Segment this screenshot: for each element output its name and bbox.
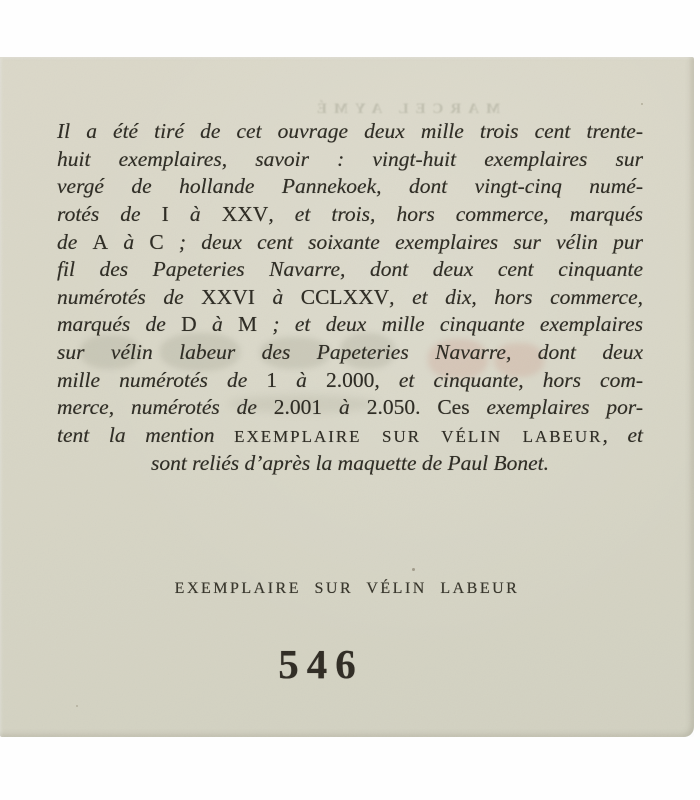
text-segment-r: 1	[266, 367, 278, 392]
paper-page	[0, 57, 694, 737]
text-segment-r: D	[181, 312, 197, 337]
text-segment-i: , et dix, hors commerce,	[389, 284, 644, 309]
text-segment-i: huit exemplaires, savoir : vingt-huit exemplaires sur	[57, 146, 643, 171]
text-segment-i: vergé de hollande Pannekoek, dont vingt-cinq numé-	[57, 174, 643, 199]
text-segment-i: sont reliés d’après la maquette de Paul Bonet.	[150, 450, 550, 475]
colophon-line-7	[57, 284, 643, 312]
text-segment-i: tent la mention	[57, 423, 235, 448]
text-segment-r: M	[238, 312, 258, 337]
text-segment-i: Il a été tiré de cet ouvrage deux mille trois cent trente-	[57, 119, 643, 143]
colophon-line-4	[57, 201, 643, 229]
designation-label: EXEMPLAIRE SUR VÉLIN LABEUR	[174, 580, 520, 597]
text-segment-i: à	[196, 312, 239, 337]
text-segment-r: CCLXXV	[300, 284, 390, 309]
text-segment-r: 2.000	[326, 367, 375, 392]
text-segment-i: ; deux cent soixante exemplaires sur vélin pur	[163, 229, 644, 254]
text-segment-i: à	[108, 229, 150, 254]
colophon-line-11	[57, 394, 643, 422]
text-segment-i: exemplaires por-	[469, 395, 644, 420]
text-segment-i: sur vélin labeur des Papeteries Navarre, dont deux	[57, 340, 643, 365]
text-segment-sc: EXEMPLAIRE SUR VÉLIN LABEUR	[234, 427, 603, 447]
colophon-line-1	[57, 118, 643, 146]
colophon-line-3	[57, 173, 643, 201]
text-segment-i: numérotés de	[57, 284, 202, 309]
colophon-line-6	[57, 256, 643, 284]
text-segment-r: I	[161, 201, 169, 226]
paper-speck	[641, 103, 643, 105]
text-segment-r: XXV	[221, 201, 269, 226]
text-segment-i: rotés de	[57, 201, 162, 226]
text-segment-i: , et trois, hors commerce, marqués	[268, 201, 644, 226]
text-segment-i: à	[254, 284, 301, 309]
text-segment-i: , et	[602, 423, 643, 448]
text-segment-i: à	[168, 201, 222, 226]
colophon-line-5	[57, 229, 643, 257]
text-segment-r: 2.001	[273, 395, 323, 420]
text-segment-r: C	[149, 229, 164, 254]
text-segment-i: à	[322, 395, 367, 420]
colophon-line-13	[57, 450, 643, 478]
copy-number: 546	[278, 641, 364, 687]
text-segment-r: A	[92, 229, 109, 254]
text-segment-r: XXVI	[201, 284, 255, 309]
text-segment-r: 2.050. Ces	[366, 395, 470, 420]
paper-speck	[76, 705, 78, 707]
paper-speck	[412, 568, 415, 571]
text-segment-i: fil des Papeteries Navarre, dont deux cent cinquante	[57, 257, 643, 282]
text-segment-i: marqués de	[57, 312, 182, 337]
text-segment-i: ; et deux mille cinquante exemplaires	[257, 312, 643, 337]
colophon-line-10	[57, 367, 643, 395]
bleedthrough-author-text: MARCEL AYMÉ	[309, 101, 501, 117]
text-segment-i: , et cinquante, hors com-	[374, 367, 644, 392]
colophon-line-8	[57, 311, 643, 339]
text-segment-i: de	[57, 229, 93, 254]
colophon-paragraph	[57, 118, 643, 477]
text-segment-i: à	[277, 367, 327, 392]
text-segment-i: mille numérotés de	[57, 367, 267, 392]
text-segment-i: merce, numérotés de	[57, 395, 274, 420]
colophon-line-12	[57, 422, 643, 450]
colophon-line-9	[57, 339, 643, 367]
colophon-line-2	[57, 146, 643, 174]
